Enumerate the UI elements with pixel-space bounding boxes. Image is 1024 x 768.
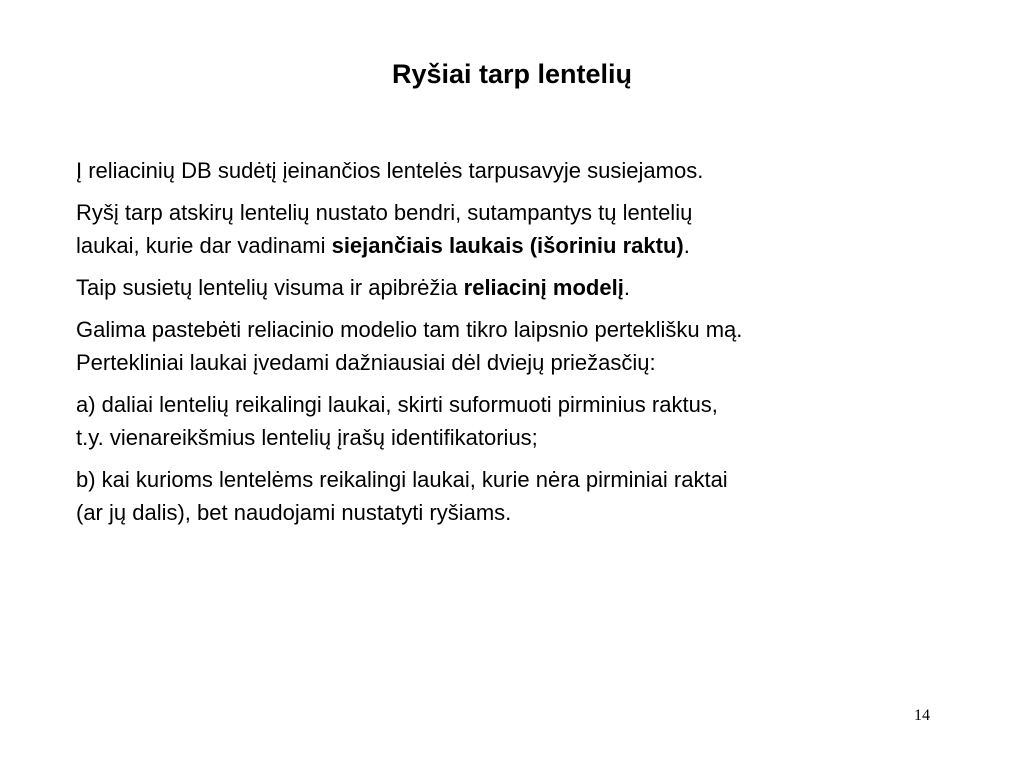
slide-title: Ryšiai tarp lentelių	[391, 59, 633, 89]
paragraph-punctuation: .	[683, 233, 690, 258]
paragraph-reason-b	[76, 463, 956, 529]
page-number: 14	[914, 707, 930, 724]
paragraph-line: t.y. vienareikšmius lentelių įrašų identifikatorius;	[76, 425, 538, 450]
paragraph-line: Galima pastebėti reliacinio modelio tam tikro laipsnio perteklišku mą.	[76, 317, 743, 342]
slide-body	[76, 154, 956, 538]
paragraph-redundancy	[76, 313, 956, 379]
paragraph-line: (ar jų dalis), bet naudojami nustatyti ryšiams.	[76, 500, 512, 525]
paragraph-text: laukai, kurie dar vadinami	[76, 233, 332, 258]
paragraph-line: b) kai kurioms lentelėms reikalingi laukai, kurie nėra pirminiai raktai	[76, 467, 728, 492]
paragraph-intro	[76, 154, 956, 187]
paragraph-relationship	[76, 196, 956, 262]
paragraph-line: a) daliai lentelių reikalingi laukai, skirti suformuoti pirminius raktus,	[76, 392, 718, 417]
bold-term-relational-model: reliacinį modelį	[463, 275, 624, 300]
paragraph-line: Pertekliniai laukai įvedami dažniausiai dėl dviejų priežasčių:	[76, 350, 656, 375]
paragraph-text: Taip susietų lentelių visuma ir apibrėžia	[76, 275, 464, 300]
paragraph-relational-model	[76, 271, 956, 304]
paragraph-reason-a	[76, 388, 956, 454]
bold-term-linking-fields: siejančiais laukais (išoriniu raktu)	[331, 233, 684, 258]
paragraph-line: Ryšį tarp atskirų lentelių nustato bendri, sutampantys tų lentelių	[76, 200, 693, 225]
paragraph-text: Į reliacinių DB sudėtį įeinančios lentelės tarpusavyje susiejamos.	[76, 158, 704, 183]
paragraph-punctuation: .	[623, 275, 630, 300]
